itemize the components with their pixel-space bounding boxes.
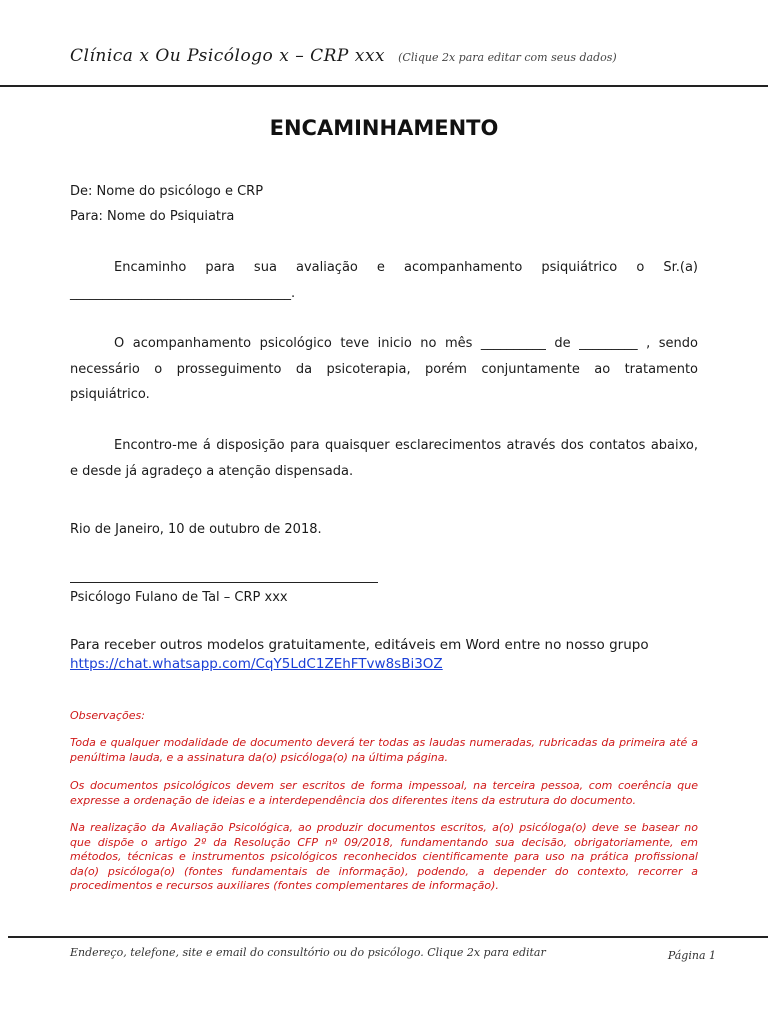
referral-text: Encaminho para sua avaliação e acompanhamento psiquiátrico o Sr.(a) [114, 260, 698, 275]
patient-name-blank: __________________________________. [70, 286, 296, 301]
availability-text: Encontro-me á disposição para quaisquer esclarecimentos através dos contatos abaixo, e desde já agradeço a atenção dispensada. [70, 438, 698, 479]
header-divider [0, 85, 768, 87]
place-date: Rio de Janeiro, 10 de outubro de 2018. [70, 522, 322, 537]
observations-heading: Observações: [70, 709, 145, 722]
follow-up-text: O acompanhamento psicológico teve inicio no mês __________ de _________ , sendo necessário o prosseguimento da psicoterapia, porém conjuntamente ao tratamento psiquiátrico. [70, 336, 698, 402]
footer-divider [8, 936, 768, 938]
header-title: Clínica x Ou Psicólogo x – CRP xxx [70, 46, 386, 66]
from-line: De: Nome do psicólogo e CRP [70, 184, 264, 199]
footer-contact-text[interactable]: Endereço, telefone, site e email do consultório ou do psicólogo. Clique 2x para editar [70, 946, 546, 959]
page-header[interactable] [70, 46, 730, 66]
referral-paragraph-line1 [70, 255, 698, 281]
availability-paragraph [70, 433, 698, 484]
observation-note-3: Na realização da Avaliação Psicológica, ao produzir documentos escritos, a(o) psicóloga(o) deve se basear no que dispõe o artigo 2º da Resolução CFP nº 09/2018, fundamentando sua decisão, obrigatoriamente, em métodos, técnicas e instrumentos psicológicos reconhecidos cientificamente para uso na prática profissional da(o) psicóloga(o) (fontes fundamentais de informação), podendo, a depender do contexto, recorrer a procedimentos e recursos auxiliares (fontes complementares de informação). [70, 821, 698, 892]
observation-note-2: Os documentos psicológicos devem ser escritos de forma impessoal, na terceira pessoa, com coerência que expresse a ordenação de ideias e a interdependência dos diferentes itens da estrutura do documento. [70, 779, 698, 807]
document-title: ENCAMINHAMENTO [269, 116, 499, 140]
promo-text: Para receber outros modelos gratuitamente, editáveis em Word entre no nosso grupo [70, 637, 649, 653]
header-edit-hint: (Clique 2x para editar com seus dados) [398, 51, 617, 64]
observation-note-1: Toda e qualquer modalidade de documento deverá ter todas as laudas numeradas, rubricadas da primeira até a penúltima lauda, e a assinatura da(o) psicóloga(o) na última página. [70, 736, 698, 764]
follow-up-paragraph [70, 331, 698, 408]
to-line: Para: Nome do Psiquiatra [70, 209, 235, 224]
signature-name: Psicólogo Fulano de Tal – CRP xxx [70, 590, 288, 605]
whatsapp-group-link[interactable]: https://chat.whatsapp.com/CqY5LdC1ZEhFTvw8sBi3OZ [70, 656, 443, 672]
signature-line [70, 582, 378, 583]
page-number: Página 1 [667, 949, 716, 962]
